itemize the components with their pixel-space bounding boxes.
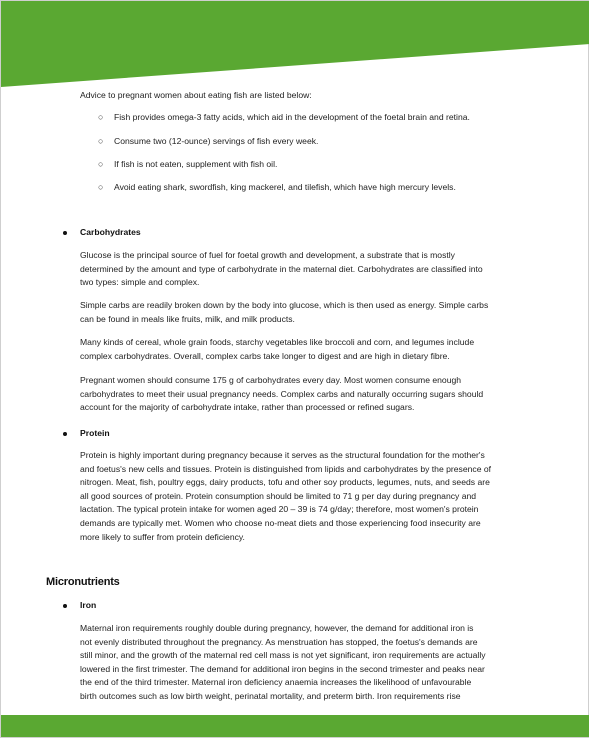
carbohydrates-paragraph [80, 374, 545, 415]
text-line: the end of the third trimester. Maternal iron deficiency anaemia increases the likelihood of unfavourable [80, 677, 472, 688]
protein-paragraph [80, 449, 545, 544]
text-line: birth outcomes such as low birth weight, perinatal mortality, and preterm birth. Iron requirements rise [80, 690, 461, 701]
fish-intro: Advice to pregnant women about eating fish are listed below: [80, 90, 312, 100]
text-line: nitrogen. Meat, fish, poultry eggs, dairy products, tofu and other soy products, legumes, nuts, and seeds are [80, 477, 490, 488]
text-line: carbohydrates to meet their usual pregnancy needs. Complex carbs and naturally occurring sugars should [80, 388, 484, 399]
text-line: Many kinds of cereal, whole grain foods, starchy vegetables like broccoli and corn, and legumes include [80, 337, 475, 347]
text-line: Maternal iron requirements roughly double during pregnancy, however, the demand for additional iron is [80, 623, 474, 633]
text-line: lowered in the first trimester. The demand for additional iron begins in the second trimester and peaks near [80, 663, 485, 674]
bullet-dot-icon [63, 604, 67, 608]
fish-item: Fish provides omega-3 fatty acids, which aid in the development of the foetal brain and retina. [114, 112, 470, 122]
text-line: all good sources of protein. Protein consumption should be limited to 71 g per day during pregnancy and [80, 490, 477, 501]
text-line: Pregnant women should consume 175 g of carbohydrates every day. Most women consume enough [80, 375, 462, 385]
fish-item: Avoid eating shark, swordfish, king mackerel, and tilefish, which have high mercury levels. [114, 182, 456, 192]
text-line: more likely to suffer from protein deficiency. [80, 531, 245, 542]
text-line: demands are typically met. Women who choose no-meat diets and those experiencing food insecurity are [80, 517, 481, 528]
text-line: Simple carbs are readily broken down by the body into glucose, which is then used as energy. Simple carbs [80, 300, 489, 310]
circle-bullet-icon: ○ [98, 112, 104, 122]
text-line: not evenly distributed throughout the pregnancy. As menstruation has stopped, the foetus's demands are [80, 636, 478, 647]
fish-item: If fish is not eaten, supplement with fish oil. [114, 159, 278, 169]
fish-item: Consume two (12-ounce) servings of fish every week. [114, 136, 319, 146]
protein-heading: Protein [80, 428, 110, 438]
text-line: can be found in meals like fruits, milk, and milk products. [80, 313, 295, 324]
bullet-dot-icon [63, 231, 67, 235]
carbohydrates-paragraph [80, 299, 545, 326]
carbohydrates-paragraph [80, 249, 545, 290]
micronutrients-title: Micronutrients [46, 576, 120, 588]
text-line: complex carbohydrates. Overall, complex carbs take longer to digest and are high in dietary fibre. [80, 350, 450, 361]
carbohydrates-heading: Carbohydrates [80, 227, 141, 237]
text-line: two types: simple and complex. [80, 277, 200, 288]
circle-bullet-icon: ○ [98, 136, 104, 146]
text-line: still minor, and the growth of the maternal red cell mass is not yet significant, iron requirements are actually [80, 650, 486, 661]
carbohydrates-paragraph [80, 336, 545, 363]
iron-heading: Iron [80, 600, 97, 610]
footer-green-band [1, 715, 589, 737]
iron-paragraph [80, 622, 545, 704]
text-line: lactation. The typical protein intake for women aged 20 – 39 is 74 g/day; therefore, most women's protein [80, 504, 479, 515]
header-green-band [1, 1, 589, 91]
text-line: and foetus's new cells and tissues. Protein is distinguished from lipids and carbohydrates by the presence of [80, 463, 492, 474]
text-line: Glucose is the principal source of fuel for foetal growth and development, a substrate that is mostly [80, 250, 455, 260]
bullet-dot-icon [63, 432, 67, 436]
text-line: account for the majority of carbohydrate intake, rather than processed or refined sugars. [80, 402, 415, 413]
text-line: Protein is highly important during pregnancy because it serves as the structural foundation for the mother's [80, 450, 485, 460]
circle-bullet-icon: ○ [98, 182, 104, 192]
circle-bullet-icon: ○ [98, 159, 104, 169]
text-line: determined by the amount and type of carbohydrate in the maternal diet. Carbohydrates are classified into [80, 263, 483, 274]
